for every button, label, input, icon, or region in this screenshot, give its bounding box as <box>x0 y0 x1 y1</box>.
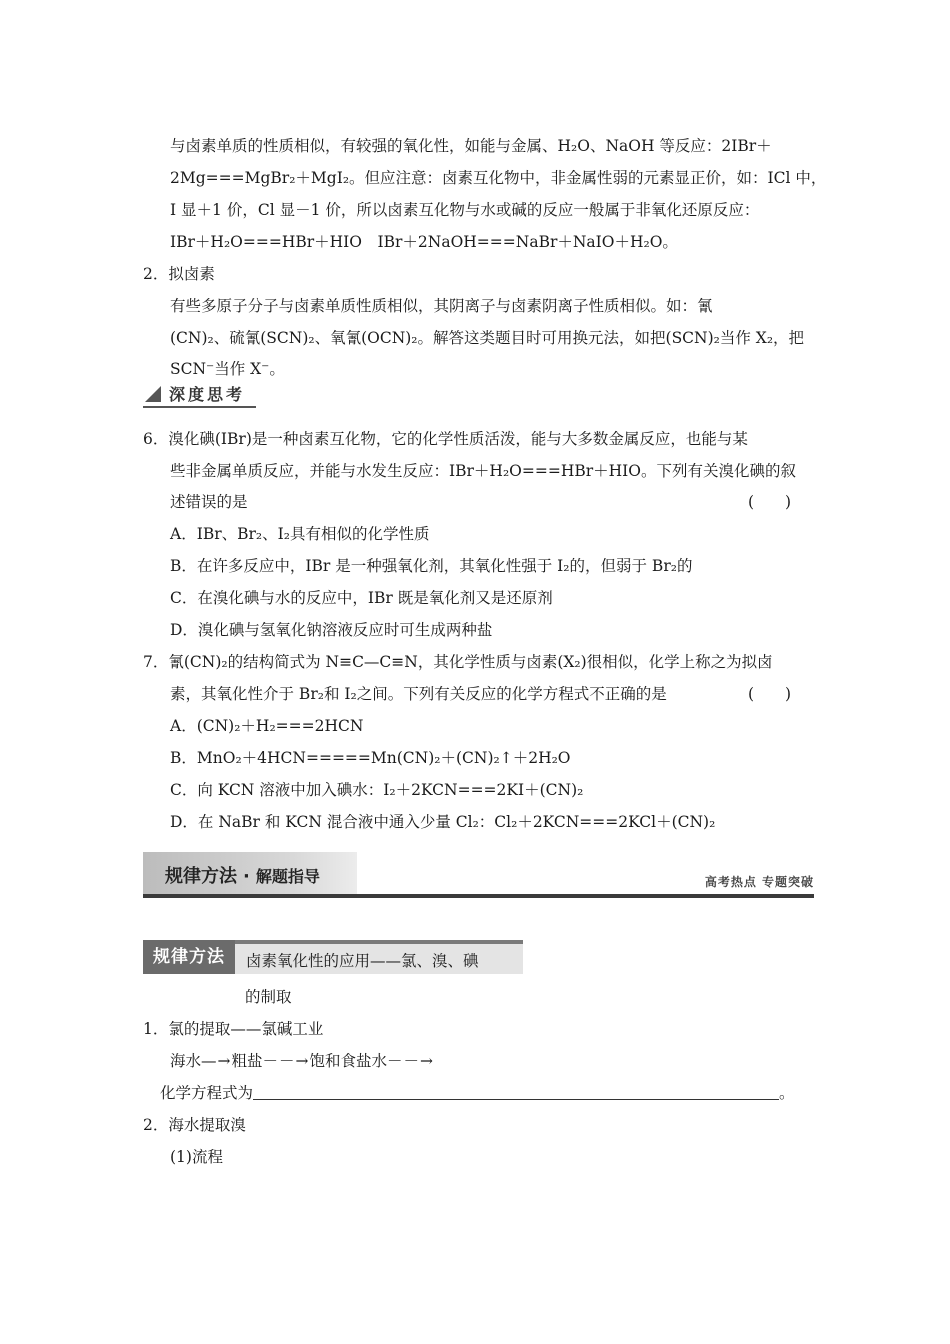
q6-option-c: C．在溴化碘与水的反应中，IBr 既是氧化剂又是还原剂 <box>170 589 553 607</box>
banner-subtitle: 解题指导 <box>255 867 320 886</box>
q7-option-b: B．MnO₂＋4HCN=====Mn(CN)₂＋(CN)₂↑＋2H₂O <box>170 749 571 767</box>
q7-answer-paren: ( ) <box>748 685 792 703</box>
q6-option-b: B．在许多反应中，IBr 是一种强氧化剂，其氧化性强于 I₂的，但弱于 Br₂的 <box>170 557 693 575</box>
flow-arrow-3: －－→ <box>387 1052 435 1070</box>
intro-line-4: IBr＋H₂O===HBr＋HIO IBr＋2NaOH===NaBr＋NaIO＋H₂O。 <box>170 233 678 251</box>
method-tag: 规律方法 <box>143 940 235 974</box>
q6-option-a: A．IBr、Br₂、I₂具有相似的化学性质 <box>170 525 430 543</box>
intro-line-3: I 显＋1 价，Cl 显－1 价，所以卤素互化物与水或碱的反应一般属于非氧化还原反应： <box>170 201 760 219</box>
flow-brine: 饱和食盐水 <box>309 1052 388 1070</box>
pseudo-line-2: (CN)₂、硫氰(SCN)₂、氧氰(OCN)₂。解答这类题目时可用换元法，如把(SCN)₂当作 X₂，把 <box>170 329 805 347</box>
q7-line-1: 7．氰(CN)₂的结构简式为 N≡C—C≡N，其化学性质与卤素(X₂)很相似，化学上称之为拟卤 <box>143 653 773 671</box>
section-banner <box>143 852 814 898</box>
deep-think-label: 深度思考 <box>169 385 246 404</box>
q6-line-3: 述错误的是 <box>170 493 248 511</box>
q7-option-c: C．向 KCN 溶液中加入碘水：I₂＋2KCN===2KI＋(CN)₂ <box>170 781 584 799</box>
corner-triangle-icon <box>145 386 161 402</box>
intro-line-1: 与卤素单质的性质相似，有较强的氧化性，如能与金属、H₂O、NaOH 等反应：2IBr＋ <box>170 137 772 155</box>
banner-title <box>165 865 320 889</box>
pseudo-heading: 2．拟卤素 <box>143 265 215 283</box>
method-text-line-2: 的制取 <box>245 988 292 1006</box>
flow-seawater: 海水 <box>170 1052 202 1070</box>
banner-dot: · <box>243 866 250 887</box>
method-label-box <box>143 940 523 974</box>
bromine-sub-1: (1)流程 <box>170 1148 223 1166</box>
deep-think-rule <box>143 406 256 408</box>
banner-right-caption: 高考热点 专题突破 <box>704 875 814 889</box>
bromine-heading: 2．海水提取溴 <box>143 1116 246 1134</box>
flow-arrow-1: —→ <box>201 1052 232 1070</box>
equation-blank[interactable] <box>253 1083 779 1100</box>
q6-line-2: 些非金属单质反应，并能与水发生反应：IBr＋H₂O===HBr＋HIO。下列有关溴化碘的叙 <box>170 462 796 480</box>
deep-think-marker <box>143 384 256 408</box>
q7-option-d: D．在 NaBr 和 KCN 混合液中通入少量 Cl₂：Cl₂＋2KCN===2KCl＋(CN)₂ <box>170 813 716 831</box>
banner-title-main: 规律方法 <box>165 866 237 887</box>
chlorine-equation-line <box>160 1082 795 1104</box>
q6-answer-paren: ( ) <box>748 493 792 511</box>
equation-label: 化学方程式为 <box>160 1084 254 1102</box>
q7-option-a: A．(CN)₂＋H₂===2HCN <box>170 717 364 735</box>
flow-arrow-2: －－→ <box>262 1052 310 1070</box>
chlorine-flow <box>170 1050 434 1072</box>
chlorine-heading: 1．氯的提取——氯碱工业 <box>143 1020 324 1038</box>
flow-crude-salt: 粗盐 <box>231 1052 263 1070</box>
equation-end: 。 <box>779 1084 795 1102</box>
intro-line-2: 2Mg===MgBr₂＋MgI₂。但应注意：卤素互化物中，非金属性弱的元素显正价，如：ICl 中， <box>170 169 827 187</box>
q6-option-d: D．溴化碘与氢氧化钠溶液反应时可生成两种盐 <box>170 621 493 639</box>
pseudo-line-1: 有些多原子分子与卤素单质性质相似，其阴离子与卤素阴离子性质相似。如：氰 <box>170 297 713 315</box>
q7-line-2: 素，其氧化性介于 Br₂和 I₂之间。下列有关反应的化学方程式不正确的是 <box>170 685 667 703</box>
banner-rule <box>143 894 814 898</box>
q6-line-1: 6．溴化碘(IBr)是一种卤素互化物，它的化学性质活泼，能与大多数金属反应，也能与某 <box>143 430 748 448</box>
pseudo-line-3: SCN⁻当作 X⁻。 <box>170 360 285 378</box>
method-text-line-1: 卤素氧化性的应用——氯、溴、碘 <box>246 952 479 970</box>
